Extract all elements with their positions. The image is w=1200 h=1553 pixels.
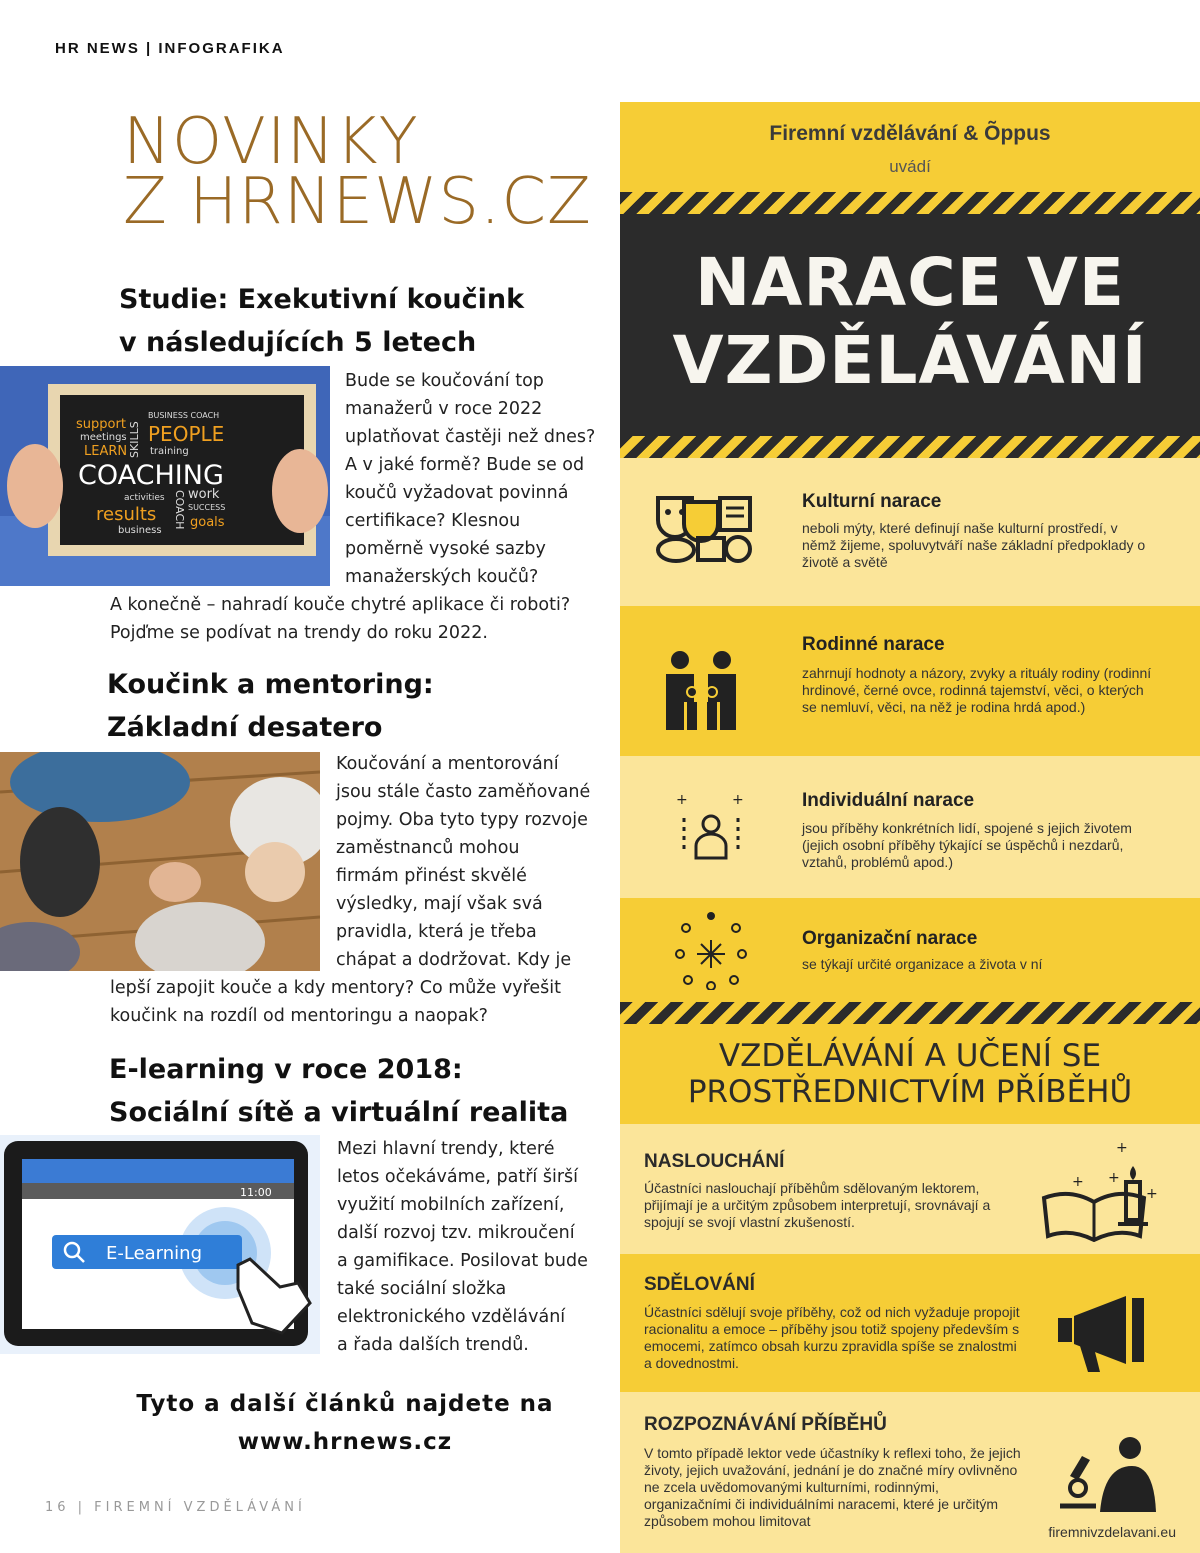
section-kicker: HR NEWS | INFOGRAFIKA	[55, 40, 285, 57]
network-icon	[674, 910, 748, 990]
article-1-text-wide	[110, 591, 570, 647]
article-3-line: a řada dalších trendů.	[337, 1335, 529, 1355]
article-1-line: koučů vyžadovat povinná	[345, 483, 569, 503]
board-word-coach: COACH	[173, 490, 186, 530]
article-2-wide-line: koučink na rozdíl od mentoringu a naopak?	[110, 1006, 488, 1026]
closing-line-1: Tyto a další článků najdete na	[136, 1391, 554, 1417]
infographic-title-banner	[620, 214, 1200, 436]
board-word-success: SUCCESS	[188, 503, 226, 512]
article-2-heading-line-2: Základní desatero	[107, 712, 383, 743]
article-2-text-column	[336, 750, 590, 974]
article-2-heading[interactable]	[107, 663, 434, 749]
infographic-title-line-2: VZDĚLÁVÁNÍ	[672, 322, 1148, 399]
article-1-text-column	[345, 367, 595, 591]
board-word-goals: goals	[190, 515, 225, 530]
article-2-line: firmám přinést skvělé	[336, 866, 527, 886]
megaphone-icon	[1056, 1294, 1152, 1374]
article-1-heading[interactable]	[119, 278, 524, 364]
board-word-support: support	[76, 417, 126, 432]
article-1-line: uplatňovat častěji než dnes?	[345, 427, 596, 447]
article-1-line: manažerů v roce 2022	[345, 399, 543, 419]
article-1-wide-line: Pojďme se podívat na trendy do roku 2022.	[110, 623, 488, 643]
article-2-line: jsou stále často zaměňované	[336, 782, 591, 802]
article-3-line: také sociální složka	[337, 1279, 507, 1299]
article-1-line: certifikace? Klesnou	[345, 511, 521, 531]
article-2-heading-line-1: Koučink a mentoring:	[107, 669, 434, 700]
hazard-stripe	[620, 1002, 1200, 1024]
section-title: Kulturní narace	[802, 491, 942, 512]
article-2-text-wide	[110, 974, 561, 1030]
mentoring-photo	[0, 752, 320, 971]
section-individualni-narace	[620, 756, 1200, 898]
article-1-heading-line-2: v následujících 5 letech	[119, 327, 477, 358]
board-word-meetings: meetings	[80, 432, 127, 443]
section-title: Organizační narace	[802, 928, 978, 949]
board-word-business: business	[118, 525, 162, 536]
infographic-presents: uvádí	[889, 157, 931, 176]
microscope-person-icon	[1056, 1436, 1156, 1512]
svg-text:+: +	[732, 792, 744, 808]
article-1-line: A v jaké formě? Bude se od	[345, 455, 585, 475]
infographic-subheading	[620, 1038, 1200, 1110]
svg-text:+: +	[1072, 1174, 1084, 1190]
article-2-line: pravidla, která je třeba	[336, 922, 537, 942]
section-text: jsou příběhy konkrétních lidí, spojené s jejich životem (jejich osobní příběhy týkající se úspěchů i nezdarů, vztahů, problémů apod.)	[802, 820, 1132, 870]
tablet-clock: 11:00	[240, 1186, 272, 1199]
article-1-wide-line: A konečně – nahradí kouče chytré aplikace či roboti?	[110, 595, 571, 615]
infographic-presenter: Firemní vzdělávání & Õppus	[769, 122, 1051, 145]
board-word-work: work	[188, 487, 220, 502]
article-3-line: Mezi hlavní trendy, které	[337, 1139, 555, 1159]
svg-text:+: +	[676, 792, 688, 808]
method-nasloucheni	[620, 1124, 1200, 1254]
coaching-photo	[0, 366, 330, 586]
article-2-wide-line: lepší zapojit kouče a kdy mentory? Co může vyřešit	[110, 978, 562, 998]
title-line-2: Z HRNEWS.CZ	[123, 165, 592, 239]
section-kulturni-narace	[620, 458, 1200, 606]
board-word-skills: SKILLS	[128, 421, 141, 458]
article-2-line: Koučování a mentorování	[336, 754, 559, 774]
hazard-stripe	[620, 436, 1200, 458]
board-word-coaching: COACHING	[78, 460, 224, 491]
website-credit[interactable]: firemnivzdelavani.eu	[1048, 1524, 1176, 1540]
theater-masks-icon	[654, 494, 754, 564]
article-3-line: využití mobilních zařízení,	[337, 1195, 565, 1215]
board-word-people: PEOPLE	[148, 422, 225, 446]
section-organizacni-narace	[620, 898, 1200, 1002]
method-sdeleni	[620, 1254, 1200, 1392]
infographic-title-line-1: NARACE VE	[695, 244, 1125, 321]
article-3-line: letos očekáváme, patří širší	[337, 1167, 579, 1187]
article-3-text-column	[337, 1135, 588, 1359]
tablet-search-text: E-Learning	[106, 1243, 203, 1264]
article-3-line: další rozvoj tzv. mikroučení	[337, 1223, 575, 1243]
page-title	[123, 105, 592, 239]
method-title: NASLOUCHÁNÍ	[644, 1151, 785, 1172]
infographic	[620, 102, 1200, 1553]
family-icon	[664, 650, 740, 730]
book-candle-icon	[1040, 1138, 1160, 1242]
method-text: V tomto případě lektor vede účastníky k reflexi toho, že jejich životy, jejich uvažování, jednání je do značné míry ovlivněno ne zcela uvědomovanými kulturními, rodinnými, organizačními či individuálními naracemi, které je určitým způsobem mohou limitovat	[644, 1445, 1021, 1529]
page-footer: 16 | FIREMNÍ VZDĚLÁVÁNÍ	[45, 1500, 306, 1515]
board-word-business-coach: BUSINESS COACH	[148, 411, 220, 420]
article-3-heading-line-1: E-learning v roce 2018:	[109, 1054, 463, 1085]
article-2-line: pojmy. Oba tyto typy rozvoje	[336, 810, 588, 830]
section-text: se týkají určité organizace a života v ní	[802, 956, 1043, 972]
board-word-activities: activities	[124, 493, 165, 503]
article-1-line: poměrně vysoké sazby	[345, 539, 546, 559]
person-icon	[676, 792, 746, 864]
svg-text:+: +	[1116, 1140, 1128, 1156]
article-2-line: zaměstnanců mohou	[336, 838, 520, 858]
method-title: ROZPOZNÁVÁNÍ PŘÍBĚHŮ	[644, 1414, 887, 1435]
article-3-line: a gamifikace. Posilovat bude	[337, 1251, 588, 1271]
section-text: neboli mýty, které definují naše kulturní prostředí, v němž žijeme, spoluvytváří naše základní předpoklady o životě a světě	[802, 520, 1146, 570]
article-3-line: elektronického vzdělávání	[337, 1307, 566, 1327]
closing-link[interactable]: www.hrnews.cz	[237, 1429, 453, 1455]
article-3-heading[interactable]	[109, 1048, 568, 1134]
svg-text:+: +	[1108, 1170, 1120, 1186]
article-2-line: výsledky, mají však svá	[336, 894, 543, 914]
board-word-learn: LEARN	[84, 444, 128, 459]
article-3-heading-line-2: Sociální sítě a virtuální realita	[109, 1097, 569, 1128]
closing-note	[100, 1385, 590, 1461]
method-title: SDĚLOVÁNÍ	[644, 1274, 755, 1295]
article-1-line: Bude se koučování top	[345, 371, 544, 391]
elearning-tablet-image	[0, 1135, 320, 1354]
board-word-results: results	[96, 504, 157, 525]
svg-text:+: +	[1146, 1186, 1158, 1202]
section-text: zahrnují hodnoty a názory, zvyky a rituály rodiny (rodinní hrdinové, černé ovce, rodinná tajemství, věci, o kterých se nemluví, věci, na něž je rodina hrdá apod.)	[802, 665, 1152, 715]
board-word-training: training	[150, 446, 189, 457]
subheading-line-1: VZDĚLÁVÁNÍ A UČENÍ SE	[718, 1038, 1102, 1074]
title-line-1: NOVINKY	[123, 105, 419, 179]
section-title: Rodinné narace	[802, 634, 945, 655]
subheading-line-2: PROSTŘEDNICTVÍM PŘÍBĚHŮ	[687, 1074, 1133, 1110]
method-rozpoznavani	[620, 1392, 1200, 1553]
article-1-line: manažerských koučů?	[345, 567, 539, 587]
method-text: Účastníci sdělují svoje příběhy, což od nich vyžaduje propojit racionalitu a emoce – příběhy jsou totiž spojeny především s emocemi, zatímco obsah kurzu zpravidla spíše se znalostmi a dovednostmi.	[644, 1304, 1020, 1371]
section-rodinne-narace	[620, 606, 1200, 756]
hazard-stripe	[620, 192, 1200, 214]
method-text: Účastníci naslouchají příběhům sdělovaným lektorem, přijímají je a určitým způsobem interpretují, srovnávají a spojují se svojí vlastní zkušeností.	[644, 1180, 991, 1230]
article-2-line: chápat a dodržovat. Kdy je	[336, 950, 572, 970]
section-title: Individuální narace	[802, 790, 975, 811]
article-1-heading-line-1: Studie: Exekutivní koučink	[119, 284, 525, 315]
